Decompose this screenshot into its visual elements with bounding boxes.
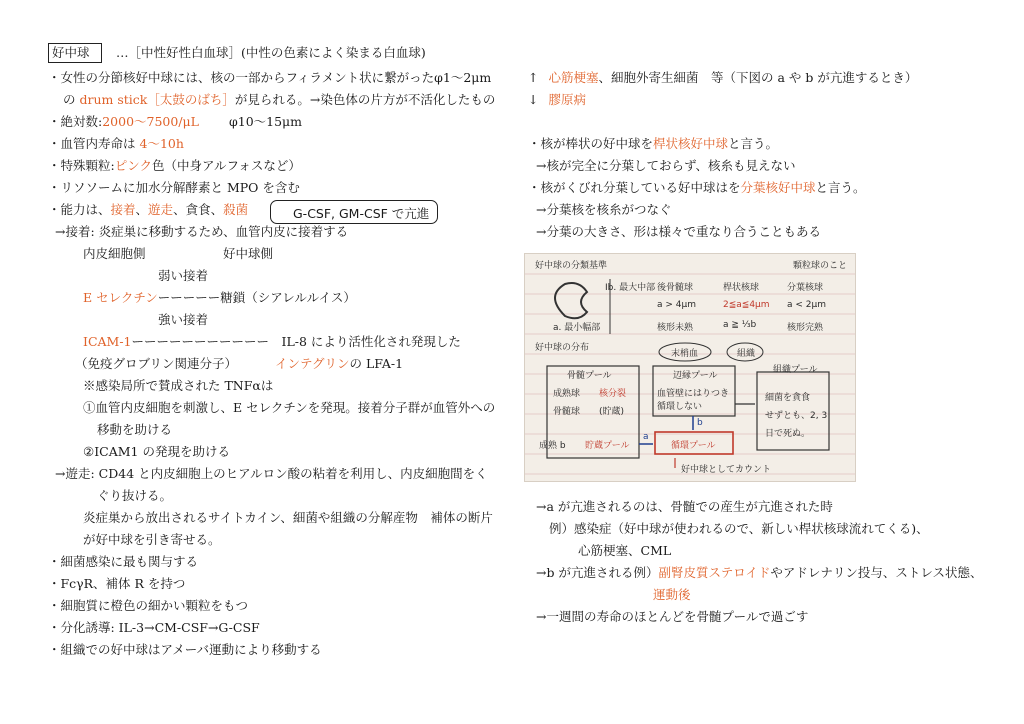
- text-line: ・特殊顆粒:ピンク色（中身アルフォスなど）: [48, 158, 301, 173]
- note-text: 顆粒球のこと: [793, 261, 848, 271]
- text-line: 運動後: [653, 587, 691, 602]
- text-line: の drum stick［太鼓のばち］が見られる。→染色体の片方が不活化したもの: [63, 92, 496, 107]
- note-text: 骨髄球: [553, 407, 581, 417]
- text-line: ・能力は、接着、遊走、貪食、殺菌: [48, 202, 249, 217]
- note-text: 辺縁プール: [673, 371, 718, 381]
- note-text: a: [643, 432, 649, 442]
- text-line: ICAM-1ーーーーーーーーーーー IL-8 により活性化され発現した: [83, 334, 461, 349]
- text-line: 心筋梗塞、CML: [578, 543, 672, 558]
- text-line: ・組織での好中球はアメーバ運動により移動する: [48, 642, 322, 657]
- note-text: (貯蔵): [599, 407, 625, 417]
- text-line: →a が亢進されるのは、骨髄での産生が亢進された時: [536, 499, 833, 514]
- text-line: E セレクチンーーーーー糖鎖（シアレルルイス）: [83, 290, 356, 305]
- text-line: ・リソソームに加水分解酵素と MPO を含む: [48, 180, 300, 195]
- note-text: 循環プール: [671, 441, 716, 451]
- note-text: 貯蔵プール: [585, 441, 630, 451]
- text-line: 移動を助ける: [97, 422, 173, 437]
- heading-tail: …［中性好性白血球］(中性の色素によく染まる白血球): [116, 45, 426, 60]
- text-line: 強い接着: [158, 312, 209, 327]
- nucleus-sketch-icon: [555, 283, 587, 318]
- note-text: a < 2μm: [787, 300, 826, 310]
- text-line: →遊走: CD44 と内皮細胞上のヒアルロン酸の粘着を利用し、内皮細胞間をく: [55, 466, 488, 481]
- note-text: 骨髄プール: [567, 371, 612, 381]
- text-line: ・FcγR、補体 R を持つ: [48, 576, 186, 591]
- callout-note: G-CSF, GM-CSF で亢進: [270, 200, 438, 224]
- text-line: →分葉の大きさ、形は様々で重なり合うこともある: [536, 224, 821, 239]
- note-text: a ≧ ⅓b: [723, 320, 757, 330]
- note-text: b: [697, 418, 703, 428]
- text-line: ・絶対数:2000〜7500/μL φ10〜15μm: [48, 114, 303, 129]
- text-line: →分葉核を核糸がつなぐ: [536, 202, 672, 217]
- note-text: 成熟 b: [539, 441, 566, 451]
- text-line: ①血管内皮細胞を刺激し、E セレクチンを発現。接着分子群が血管外への: [83, 400, 496, 415]
- note-text: 細菌を貪食: [765, 393, 811, 403]
- text-line: ・分化誘導: IL-3→CM-CSF→G-CSF: [48, 620, 260, 635]
- note-text: 成熟球: [553, 389, 581, 399]
- note-text: 好中球の分類基準: [535, 261, 608, 271]
- text-line: 弱い接着: [158, 268, 209, 283]
- note-text: 後骨髄球: [657, 283, 694, 293]
- note-text: a > 4μm: [657, 300, 696, 310]
- text-line: ↑ 心筋梗塞、細胞外寄生細菌 等（下図の a や b が亢進するとき）: [528, 70, 918, 85]
- heading-label: 好中球: [52, 45, 90, 60]
- text-line: （免疫グロブリン関連分子） インテグリンの LFA-1: [75, 356, 404, 371]
- note-text: 2≦a≦4μm: [723, 300, 770, 310]
- note-text: 血管壁にはりつき循環しない: [657, 389, 730, 412]
- note-text: 核分裂: [599, 389, 627, 399]
- text-line: ・女性の分節核好中球には、核の一部からフィラメント状に繋がったφ1〜2μm: [48, 70, 492, 85]
- text-line: ・核がくびれ分葉している好中球はを分葉核好中球と言う。: [528, 180, 866, 195]
- note-text: 桿状核球: [723, 283, 760, 293]
- note-text: 分葉核球: [787, 283, 824, 293]
- text-line: →接着: 炎症巣に移動するため、血管内皮に接着する: [55, 224, 349, 239]
- note-text: 好中球の分布: [535, 343, 590, 353]
- note-text: Ib. 最大中部: [605, 283, 656, 293]
- note-text: 核形完熟: [787, 323, 824, 333]
- text-line: →b が亢進される例）副腎皮質ステロイドやアドレナリン投与、ストレス状態、: [536, 565, 983, 580]
- text-line: ②ICAM1 の発現を助ける: [83, 444, 230, 459]
- note-text: せずとも、2, 3: [765, 411, 828, 421]
- note-text: 組織: [737, 349, 756, 359]
- text-line: 好中球側: [223, 246, 274, 261]
- text-line: ↓ 膠原病: [528, 92, 586, 107]
- text-line: →一週間の寿命のほとんどを骨髄プールで過ごす: [536, 609, 809, 624]
- text-line: 内皮細胞側: [83, 246, 146, 261]
- note-text: a. 最小幅部: [553, 323, 601, 333]
- note-text: 核形未熟: [657, 323, 694, 333]
- note-text: 末梢血: [671, 349, 699, 359]
- text-line: ・細菌感染に最も関与する: [48, 554, 199, 569]
- note-text: 好中球としてカウント: [681, 465, 772, 475]
- handwritten-notes-image: [524, 253, 856, 482]
- text-line: ・細胞質に橙色の細かい顆粒をもつ: [48, 598, 249, 613]
- text-line: 例）感染症（好中球が使われるので、新しい桿状核球流れてくる)、: [549, 521, 929, 536]
- text-line: ・核が棒状の好中球を桿状核好中球と言う。: [528, 136, 779, 151]
- text-line: が好中球を引き寄せる。: [83, 532, 221, 547]
- text-line: ・血管内寿命は 4〜10h: [48, 136, 184, 151]
- text-line: 炎症巣から放出されるサイトカイン、細菌や組織の分解産物 補体の断片: [83, 510, 493, 525]
- text-line: ぐり抜ける。: [97, 488, 173, 503]
- note-text: 日で死ぬ。: [765, 429, 811, 439]
- note-text: 組織プール: [773, 365, 818, 375]
- text-line: ※感染局所で賛成された TNFαは: [83, 378, 274, 393]
- text-line: →核が完全に分葉しておらず、核糸も見えない: [536, 158, 796, 173]
